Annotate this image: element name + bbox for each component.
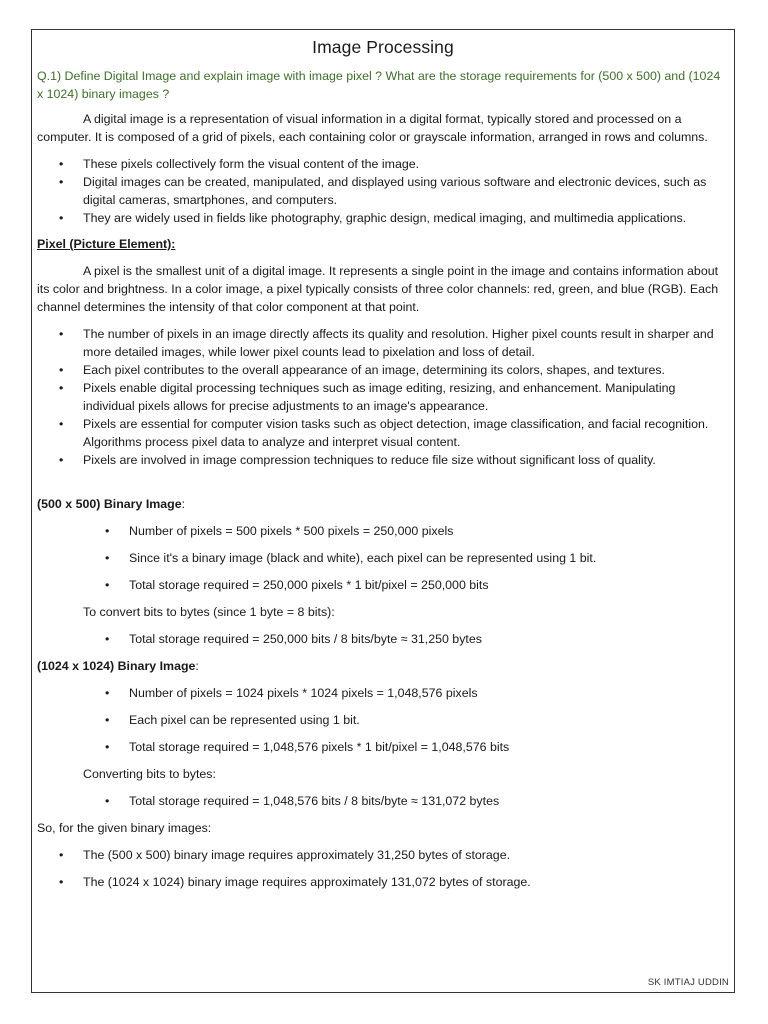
list-item: • These pixels collectively form the visual content of the image. [37, 155, 729, 173]
digital-image-list [37, 155, 729, 227]
list-item: • Pixels enable digital processing techniques such as image editing, resizing, and enhancement. Manipulating individual pixels allows for precise adjustments to an image's appearance. [37, 379, 729, 415]
list-item: • Since it's a binary image (black and white), each pixel can be represented using 1 bit. [37, 549, 729, 567]
img1024-heading-colon: : [195, 659, 199, 673]
summary-label: So, for the given binary images: [37, 821, 212, 835]
list-item: • The number of pixels in an image directly affects its quality and resolution. Higher pixel counts result in sharper and more detailed images, while lower pixel counts lead to pixelation and loss of detail. [37, 325, 729, 361]
img500-heading-colon: : [181, 497, 186, 511]
list-item: • Each pixel contributes to the overall appearance of an image, determining its colors, shapes, and textures. [37, 361, 729, 379]
question-text: Q.1) Define Digital Image and explain image with image pixel ? What are the storage requirements for (500 x 500) and (1024 x 1024) binary images ? [37, 69, 721, 101]
list-item: • Total storage required = 1,048,576 pixels * 1 bit/pixel = 1,048,576 bits [37, 738, 729, 756]
list-item: • They are widely used in fields like photography, graphic design, medical imaging, and multimedia applications. [37, 209, 729, 227]
img1024-list [37, 684, 729, 756]
list-item: • Total storage required = 250,000 pixels * 1 bit/pixel = 250,000 bits [37, 576, 729, 594]
pixel-intro: A pixel is the smallest unit of a digital image. It represents a single point in the image and contains information about its color and brightness. In a color image, a pixel typically consists of three color channels: red, green, and blue (RGB). Each channel determines the intensity of that color component at that point. [37, 264, 719, 314]
img1024-heading [37, 657, 729, 675]
pixel-heading: Pixel (Picture Element): [37, 237, 176, 251]
page-title: Image Processing [312, 37, 454, 57]
page-frame [31, 29, 735, 993]
img500-heading-text: (500 x 500) Binary Image [37, 497, 182, 511]
list-item: • Pixels are involved in image compression techniques to reduce file size without significant loss of quality. [37, 451, 729, 469]
author-footer: SK IMTIAJ UDDIN [647, 977, 729, 988]
list-item: • Pixels are essential for computer vision tasks such as object detection, image classification, and facial recognition. Algorithms process pixel data to analyze and interpret visual content. [37, 415, 729, 451]
list-item: • Total storage required = 250,000 bits / 8 bits/byte ≈ 31,250 bytes [37, 630, 729, 648]
list-item: • Number of pixels = 1024 pixels * 1024 pixels = 1,048,576 pixels [37, 684, 729, 702]
list-item: • The (500 x 500) binary image requires approximately 31,250 bytes of storage. [37, 846, 729, 864]
spacer [37, 477, 729, 495]
img500-heading [37, 495, 729, 513]
pixel-list [37, 325, 729, 469]
digital-image-intro: A digital image is a representation of visual information in a digital format, typically stored and processed on a computer. It is composed of a grid of pixels, each containing color or grayscale information, arranged in rows and columns. [37, 112, 708, 144]
summary-list [37, 846, 729, 891]
img500-convert-list [37, 630, 729, 648]
img1024-convert-label: Converting bits to bytes: [83, 767, 216, 781]
img1024-convert-list [37, 792, 729, 810]
img500-convert-label: To convert bits to bytes (since 1 byte = 8 bits): [83, 605, 335, 619]
img500-list [37, 522, 729, 594]
list-item: • Total storage required = 1,048,576 bits / 8 bits/byte ≈ 131,072 bytes [37, 792, 729, 810]
img1024-heading-text: (1024 x 1024) Binary Image [37, 659, 196, 673]
list-item: • The (1024 x 1024) binary image requires approximately 131,072 bytes of storage. [37, 873, 729, 891]
list-item: • Each pixel can be represented using 1 bit. [37, 711, 729, 729]
list-item: • Number of pixels = 500 pixels * 500 pixels = 250,000 pixels [37, 522, 729, 540]
list-item: • Digital images can be created, manipulated, and displayed using various software and electronic devices, such as digital cameras, smartphones, and computers. [37, 173, 729, 209]
page-content [37, 35, 729, 900]
